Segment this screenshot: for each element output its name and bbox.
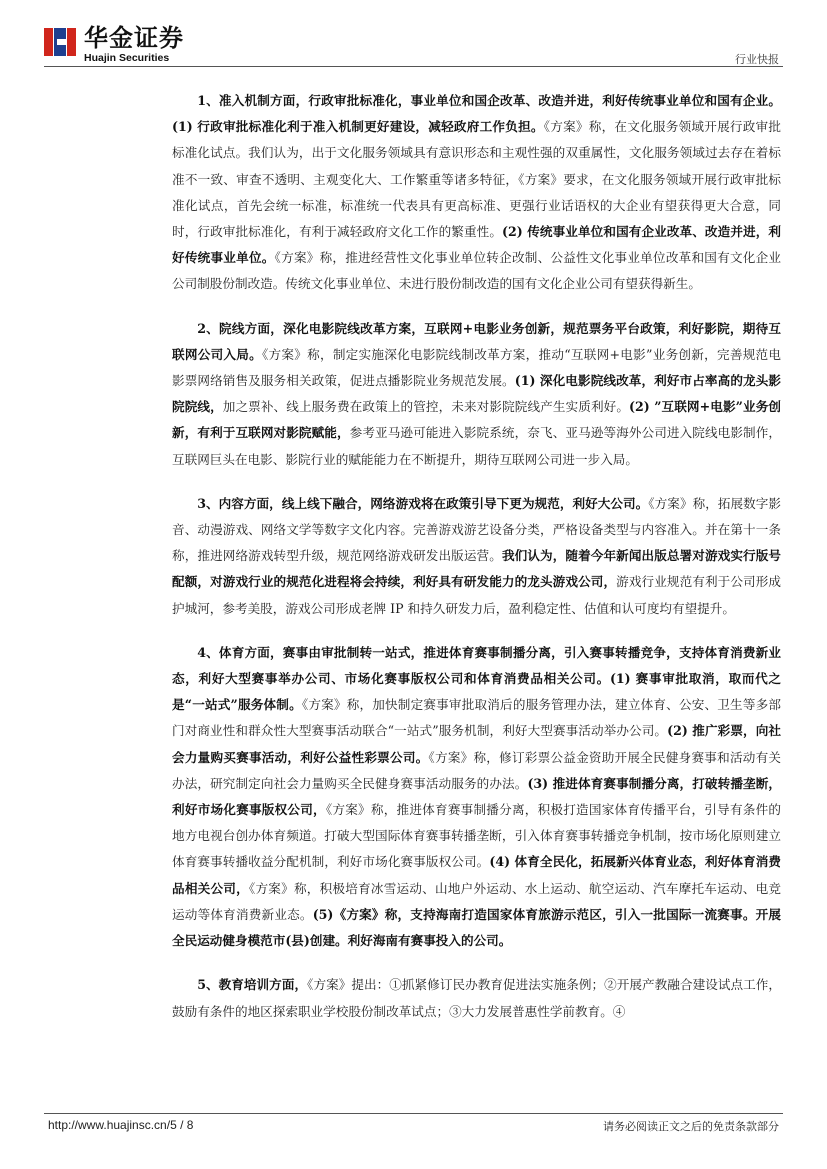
section-paragraph-3 <box>172 491 781 622</box>
bold-text-run: (1) 深化电影院线改革，利好市占率高的龙头影院院线， <box>172 373 782 415</box>
text-run: 加之票补、线上服务费在政策上的管控，未来对影院院线产生实质利好。 <box>222 399 630 415</box>
text-run: 《方案》称，拓展数字影音、动漫游戏、网络文学等数字文化内容。完善游戏游艺设备分类，严格设备类型与内容准入。并在第十一条称，推进网络游戏转型升级，规范网络游戏研发出版运营。 <box>172 495 782 564</box>
bold-text-run: (2) 推广彩票，向社会力量购买赛事活动，利好公益性彩票公司。 <box>172 723 781 765</box>
text-run: 《方案》称，制定实施深化电影院线制改革方案，推动“互联网+电影”业务创新，完善规范电影票网络销售及服务相关政策，促进点播影院业务规范发展。 <box>172 346 782 389</box>
huajin-logo-icon <box>44 26 76 58</box>
disclaimer-note: 请务必阅读正文之后的免责条款部分 <box>603 1120 779 1133</box>
bold-text-run: 3、内容方面，线上线下融合，网络游戏将在政策引导下更为规范，利好大公司。 <box>197 495 649 511</box>
page-number: 5 / 8 <box>170 1118 194 1132</box>
section-paragraph-2 <box>172 316 781 473</box>
document-type: 行业快报 <box>735 53 779 66</box>
bold-text-run: 4、体育方面，赛事由审批制转一站式，推进体育赛事制播分离，引入赛事转播竞争，支持体育消费新业态，利好大型赛事举办公司、市场化赛事版权公司和体育消费品相关公司。(1) 赛事审批取消，取而代之是“一站式”服务体制。 <box>172 644 781 713</box>
text-run: 《方案》称，在文化服务领域开展行政审批标准化试点。我们认为，出于文化服务领域具有意识形态和主观性强的双重属性，文化服务领域过去存在着标准不一致、审查不透明、主观变化大、工作繁重等诸多特征，《方案》要求，在文化服务领域开展行政审批标准化试点，首先会统一标准，标准统一代表具有更高标准、更强行业话语权的大企业有望获得更大合意，同时，行政审批标准化，有利于减轻政府文化工作的繁重性。 <box>172 119 781 240</box>
footer-divider <box>44 1113 783 1114</box>
page-header <box>0 0 827 70</box>
text-run: 《方案》称，积极培育冰雪运动、山地户外运动、水上运动、航空运动、汽车摩托车运动、电竞运动等体育消费新业态。 <box>172 880 782 922</box>
section-paragraph-1 <box>172 88 781 298</box>
bold-text-run: (2) ”互联网+电影”业务创新，有利于互联网对影院赋能， <box>172 399 782 441</box>
bold-text-run: 1、准入机制方面，行政审批标准化，事业单位和国企改革、改造并进，利好传统事业单位和国有企业。(1) 行政审批标准化利于准入机制更好建设，减轻政府工作负担。 <box>172 93 781 135</box>
section-paragraph-5 <box>172 972 781 1024</box>
bold-text-run: 我们认为，随着今年新闻出版总署对游戏实行版号配额，对游戏行业的规范化进程将会持续，利好具有研发能力的龙头游戏公司， <box>172 548 782 590</box>
brand-name-cn: 华金证券 <box>84 24 184 52</box>
footer-url[interactable]: http://www.huajinsc.cn/ <box>48 1118 171 1132</box>
text-run: 《方案》称，推进经营性文化事业单位转企改制、公益性文化事业单位改革和国有文化企业公司制股份制改造。传统文化事业单位、未进行股份制改造的国有文化企业公司有望获得新生。 <box>172 250 782 292</box>
text-run: 《方案》称，推进体育赛事制播分离，积极打造国家体育传播平台，引导有条件的地方电视台创办体育频道。打破大型国际体育赛事转播垄断，引入体育赛事转播竞争机制，按市场化原则建立体育赛事转播收益分配机制，利好市场化赛事版权公司。 <box>172 802 782 870</box>
section-paragraph-4 <box>172 640 781 954</box>
header-divider <box>44 66 783 67</box>
bold-text-run: (5)《方案》称，支持海南打造国家体育旅游示范区，引入一批国际一流赛事。开展全民运动健身模范市(县)创建。利好海南有赛事投入的公司。 <box>172 906 781 949</box>
brand-name-en: Huajin Securities <box>84 52 170 64</box>
bold-text-run: (3) 推进体育赛事制播分离，打破转播垄断，利好市场化赛事版权公司， <box>172 775 781 818</box>
text-run: 《方案》称，修订彩票公益金资助开展全民健身赛事和活动有关办法，研究制定向社会力量购买全民健身赛事活动服务的办法。 <box>172 749 782 791</box>
bold-text-run: (2) 传统事业单位和国有企业改革、改造并进，利好传统事业单位。 <box>172 224 781 266</box>
footer-url-page[interactable] <box>48 1118 193 1132</box>
text-run: 参考亚马逊可能进入影院系统，奈飞、亚马逊等海外公司进入院线电影制作，互联网巨头在电影、影院行业的赋能能力在不断提升，期待互联网公司进一步入局。 <box>172 425 782 467</box>
text-run: 游戏行业规范有利于公司形成护城河，参考美股，游戏公司形成老牌 IP 和持久研发力后，盈利稳定性、估值和认可度均有望提升。 <box>172 574 782 616</box>
bold-text-run: 2、院线方面，深化电影院线改革方案，互联网+电影业务创新，规范票务平台政策，利好影院，期待互联网公司入局。 <box>172 320 781 362</box>
text-run: 《方案》提出：①抓紧修订民办教育促进法实施条例；②开展产教融合建设试点工作，鼓励有条件的地区探索职业学校股份制改革试点；③大力发展普惠性学前教育。④ <box>172 977 782 1019</box>
bold-text-run: (4) 体育全民化，拓展新兴体育业态，利好体育消费品相关公司， <box>172 854 781 896</box>
report-body <box>172 88 781 1043</box>
text-run: 《方案》称，加快制定赛事审批取消后的服务管理办法，建立体育、公安、卫生等多部门对商业性和群众性大型赛事活动联合“一站式”服务机制，利好大型赛事活动举办公司。 <box>172 697 781 739</box>
bold-text-run: 5、教育培训方面， <box>197 977 308 993</box>
